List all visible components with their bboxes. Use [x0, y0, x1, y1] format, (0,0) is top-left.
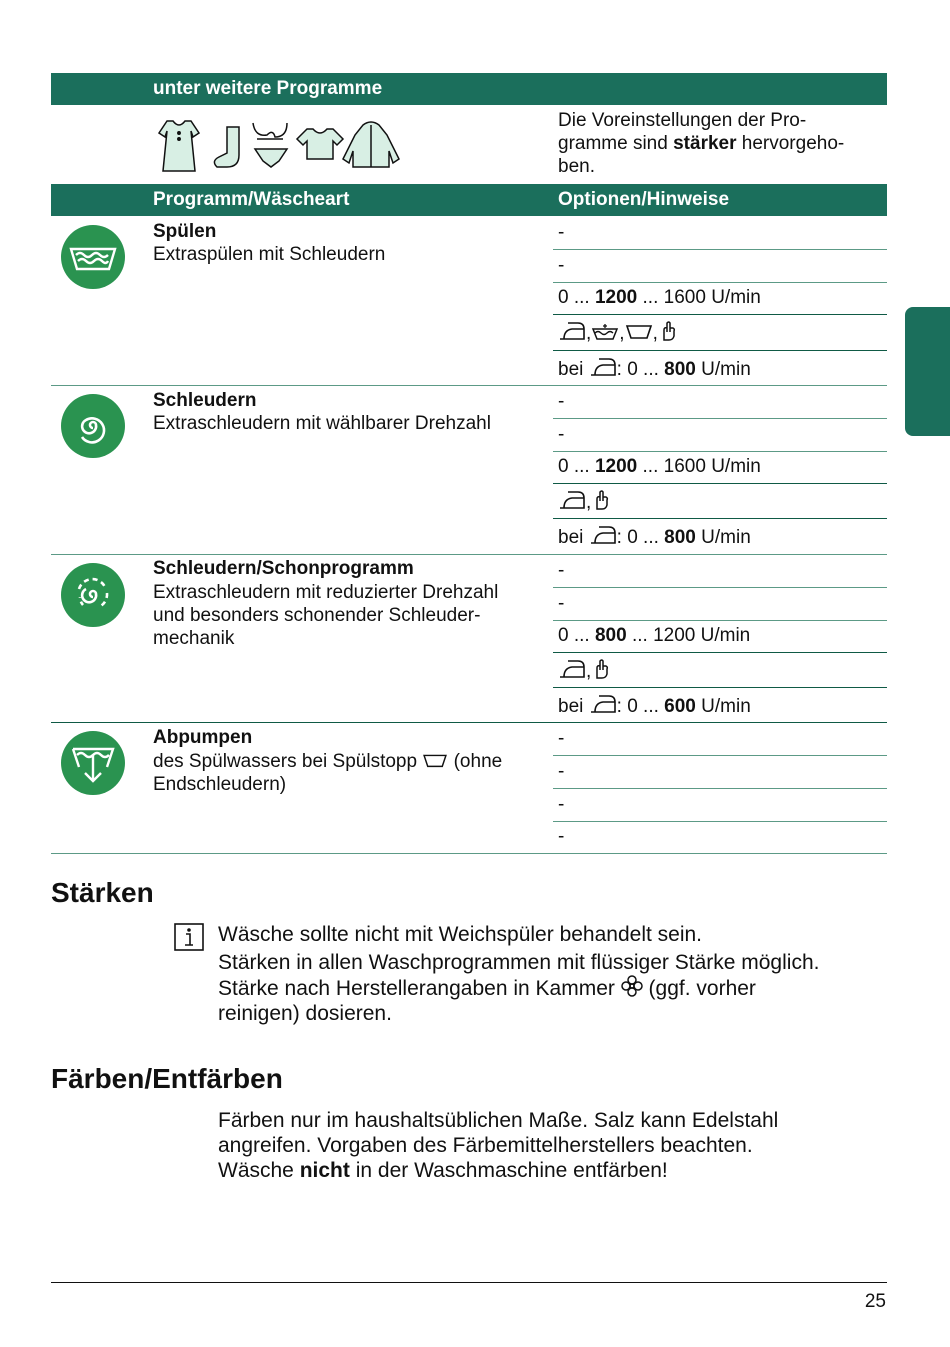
intro-note	[558, 109, 844, 178]
intro-note-line1: Die Voreinstellungen der Pro-	[558, 110, 807, 131]
table-header	[51, 184, 887, 216]
footer-rule	[51, 1282, 887, 1283]
iron-icon	[558, 658, 586, 680]
option-value: -	[558, 728, 565, 749]
program-title: Spülen	[153, 221, 217, 242]
starch-info-line: Wäsche sollte nicht mit Weichspüler behandelt sein.	[218, 923, 703, 946]
program-title: Abpumpen	[153, 727, 253, 748]
program-desc: Extraspülen mit Schleudern	[153, 244, 386, 265]
touch-hand-icon	[591, 658, 613, 680]
drain-icon	[61, 731, 125, 795]
option-value: -	[558, 826, 565, 847]
option-speed: 0 ... 1200 ... 1600 U/min	[558, 287, 761, 308]
rinse-stop-icon	[422, 750, 448, 770]
starch-text	[218, 922, 888, 1026]
touch-hand-icon	[591, 489, 613, 511]
program-desc: Extraschleudern mit reduzierter Drehzahl und besonders schonender Schleuder- mechanik	[153, 582, 499, 649]
row-divider	[51, 385, 887, 386]
hand-wash-tub-icon	[591, 320, 619, 342]
dyeing-text	[218, 1108, 888, 1183]
option-value: -	[558, 391, 565, 412]
option-value: -	[558, 255, 565, 276]
starch-line3: Stärke nach Herstellerangaben in Kammer (ggf. vorher	[218, 977, 756, 1000]
iron-icon	[589, 356, 617, 378]
table-header-col2: Optionen/Hinweise	[558, 189, 730, 210]
touch-hand-icon	[658, 320, 680, 342]
option-value: -	[558, 560, 565, 581]
program-desc: Extraschleudern mit wählbarer Drehzahl	[153, 413, 491, 434]
program-desc: des Spülwassers bei Spülstopp (ohne Endschleudern)	[153, 751, 503, 795]
iron-icon	[558, 489, 586, 511]
page-number: 25	[864, 1291, 886, 1312]
section-heading-starch: Stärken	[51, 877, 154, 908]
rinse-stop-icon	[625, 320, 653, 342]
dyeing-line1: Färben nur im haushaltsüblichen Maße. Salz kann Edelstahl	[218, 1109, 779, 1132]
header-bar-label: unter weitere Programme	[153, 78, 383, 99]
starch-line4: reinigen) dosieren.	[218, 1002, 392, 1025]
option-speed: 0 ... 1200 ... 1600 U/min	[558, 456, 761, 477]
option-value: -	[558, 761, 565, 782]
option-bei: bei : 0 ... 800 U/min	[558, 524, 751, 549]
dyeing-line3: Wäsche nicht in der Waschmaschine entfärben!	[218, 1159, 668, 1182]
starch-line2: Stärken in allen Waschprogrammen mit flüssiger Stärke möglich.	[218, 951, 820, 974]
rinse-icon	[61, 225, 125, 289]
option-speed: 0 ... 800 ... 1200 U/min	[558, 625, 751, 646]
intro-note-line3: ben.	[558, 156, 595, 177]
option-value: -	[558, 794, 565, 815]
section-heading-dyeing: Färben/Entfärben	[51, 1063, 283, 1094]
iron-icon	[558, 320, 586, 342]
garment-icons	[155, 117, 410, 175]
spin-icon	[61, 394, 125, 458]
iron-icon	[589, 693, 617, 715]
program-title: Schleudern	[153, 390, 257, 411]
table-bottom-rule	[51, 853, 887, 854]
row-divider	[51, 554, 887, 555]
info-icon	[174, 923, 204, 951]
option-value: -	[558, 593, 565, 614]
option-bei: bei : 0 ... 800 U/min	[558, 356, 751, 381]
intro-note-line2: gramme sind stärker hervorgeho-	[558, 133, 845, 154]
option-symbols: , , ,	[558, 320, 680, 345]
option-symbols: ,	[558, 658, 613, 683]
row-divider	[51, 722, 887, 723]
program-title: Schleudern/Schonprogramm	[153, 558, 414, 579]
option-bei: bei : 0 ... 600 U/min	[558, 693, 751, 718]
option-value: -	[558, 424, 565, 445]
table-header-col1: Programm/Wäscheart	[153, 189, 350, 210]
header-bar	[51, 73, 887, 105]
option-value: -	[558, 222, 565, 243]
softener-flower-icon	[621, 975, 643, 997]
section-tab-marker	[905, 307, 950, 436]
iron-icon	[589, 524, 617, 546]
dyeing-line2: angreifen. Vorgaben des Färbemittelherstellers beachten.	[218, 1134, 753, 1157]
gentle-spin-icon	[61, 563, 125, 627]
option-symbols: ,	[558, 489, 613, 514]
